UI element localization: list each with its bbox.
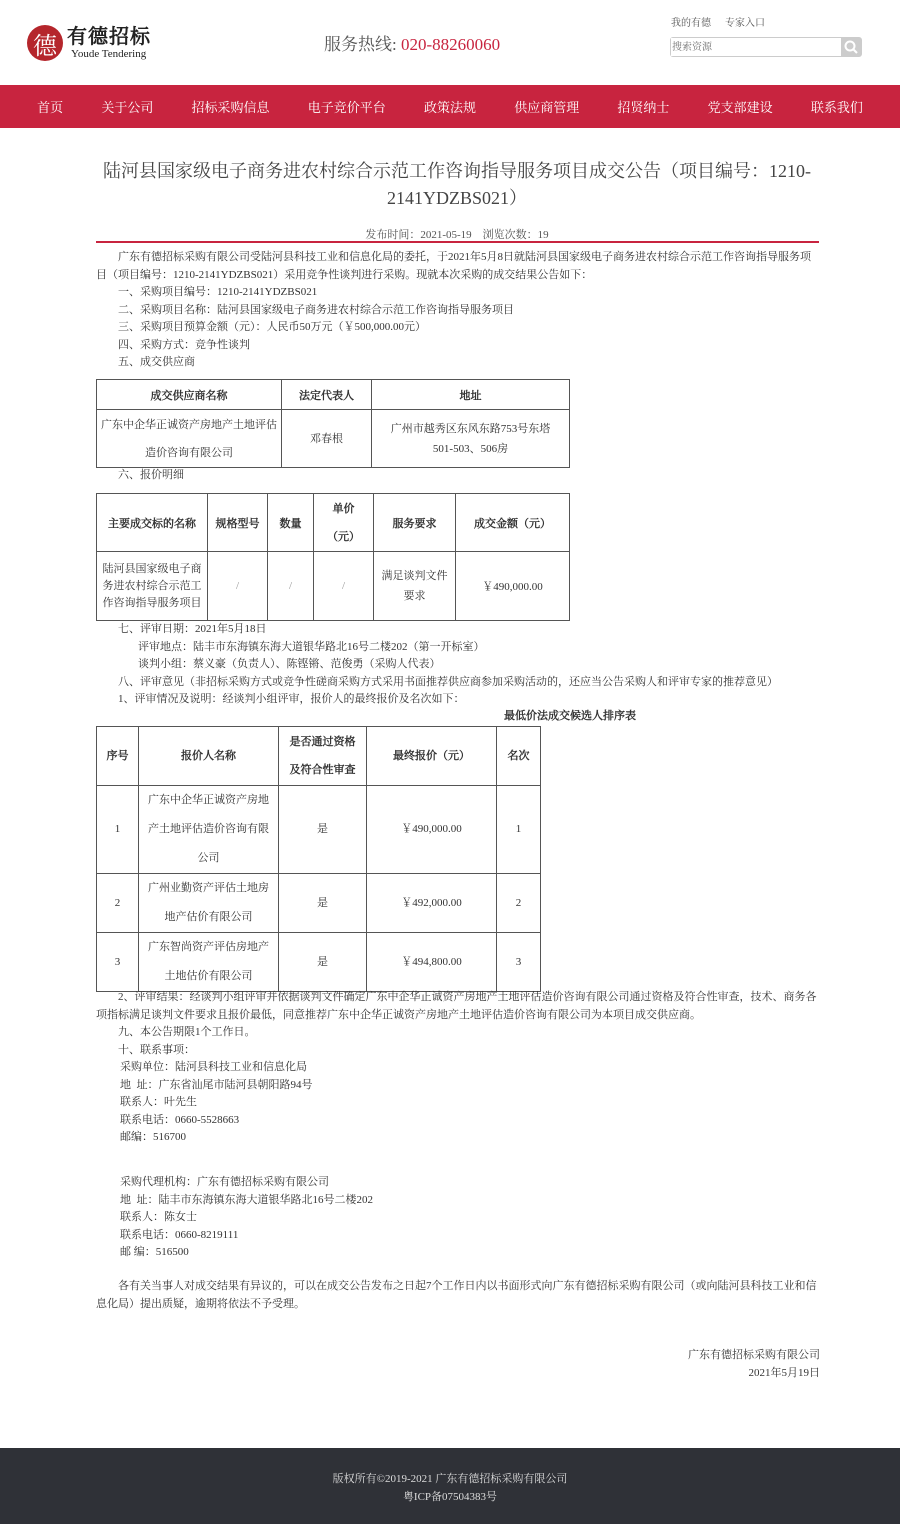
price-table — [96, 493, 570, 621]
intro-paragraph: 广东有德招标采购有限公司受陆河县科技工业和信息化局的委托，于2021年5月8日就陆河县国家级电子商务进农村综合示范工作咨询指导服务项目（项目编号：1210-2141YDZBS021）采用竞争性谈判进行采购。现就本次采购的成交结果公告如下： — [96, 251, 811, 281]
hotline-number: 020-88260060 — [400, 35, 501, 54]
icp-number[interactable]: 粤ICP备07504383号 — [402, 1491, 498, 1503]
table-cell: 1 — [97, 786, 139, 874]
table-cell: 3 — [497, 933, 541, 992]
item-list-2 — [96, 621, 820, 709]
table-cell: 广东中企华正诚资产房地产土地评估造价咨询有限公司 — [97, 410, 282, 468]
contact-line: 邮 编：516500 — [120, 1246, 189, 1258]
table-cell: 满足谈判文件要求 — [374, 552, 456, 621]
logo-seal: 德 — [27, 25, 63, 61]
table-cell: ￥490,000.00 — [367, 786, 497, 874]
table-cell: ￥494,800.00 — [367, 933, 497, 992]
table-header: 主要成交标的名称 — [97, 494, 208, 552]
table-header: 数量 — [268, 494, 314, 552]
table-cell: 广州市越秀区东风东路753号东塔501-503、506房 — [372, 410, 570, 468]
contact-line: 地 址：广东省汕尾市陆河县朝阳路94号 — [120, 1078, 313, 1091]
expert-entry-link[interactable]: 专家入口 — [725, 18, 765, 29]
objection-notice: 各有关当事人对成交结果有异议的，可以在成交公告发布之日起7个工作日内以书面形式向广东有德招标采购有限公司（或向陆河县科技工业和信息化局）提出质疑，逾期将依法不予受理。 — [96, 1280, 817, 1310]
contact-line: 联系人：陈女士 — [120, 1211, 197, 1223]
list-item: 四、采购方式：竞争性谈判 — [118, 338, 250, 351]
table-cell: 邓春根 — [282, 410, 372, 468]
table-row — [97, 933, 541, 992]
table-header: 成交金额（元） — [456, 494, 570, 552]
table-header: 序号 — [97, 727, 139, 786]
list-item: 三、采购项目预算金额（元）：人民币50万元（￥500,000.00元） — [118, 321, 426, 333]
nav-careers[interactable]: 招贤纳士 — [617, 100, 670, 115]
list-item: 九、本公告期限1个工作日。 — [118, 1026, 256, 1038]
table-header: 报价人名称 — [139, 727, 279, 786]
signature — [96, 1347, 820, 1382]
copyright: 版权所有©2019-2021 广东有德招标采购有限公司 — [332, 1473, 568, 1485]
hotline — [324, 30, 500, 55]
table-cell: 2 — [497, 874, 541, 933]
review-result: 2、评审结果：经谈判小组评审并依据谈判文件确定广东中企华正诚资产房地产土地评估造价咨询有限公司通过资格及符合性审查，技术、商务各项指标满足谈判文件要求且报价最低，同意推荐广东中企华正诚资产房地产土地评估造价咨询有限公司为本项目成交供应商。 — [96, 991, 817, 1021]
nav-home[interactable]: 首页 — [37, 100, 64, 115]
table-cell: 广州业勤资产评估土地房地产估价有限公司 — [139, 874, 279, 933]
nav-about[interactable]: 关于公司 — [101, 100, 154, 115]
table-header: 服务要求 — [374, 494, 456, 552]
table-row — [97, 874, 541, 933]
nav-policy[interactable]: 政策法规 — [423, 100, 476, 115]
table-cell: / — [208, 552, 268, 621]
table-header: 最终报价（元） — [367, 727, 497, 786]
page-title: 陆河县国家级电子商务进农村综合示范工作咨询指导服务项目成交公告（项目编号：1210-2141YDZBS021） — [103, 161, 811, 208]
search-input[interactable] — [671, 38, 841, 56]
contact-line: 采购单位：陆河县科技工业和信息化局 — [120, 1061, 307, 1073]
item-list-1 — [96, 284, 820, 372]
supplier-table — [96, 379, 570, 468]
nav-supplier[interactable]: 供应商管理 — [514, 100, 580, 115]
table-header: 地址 — [372, 380, 570, 410]
list-item: 谈判小组：蔡义豪（负责人）、陈铿锵、范俊勇（采购人代表） — [138, 658, 441, 670]
table-cell: 3 — [97, 933, 139, 992]
logo-text: 有德招标 — [67, 26, 151, 48]
table-row — [97, 786, 541, 874]
my-youde-link[interactable]: 我的有德 — [671, 18, 711, 29]
list-item: 二、采购项目名称：陆河县国家级电子商务进农村综合示范工作咨询指导服务项目 — [118, 303, 514, 316]
table-cell: / — [268, 552, 314, 621]
footer — [0, 1448, 900, 1524]
agency-contact — [96, 1174, 820, 1262]
list-item: 评审地点：陆丰市东海镇东海大道银华路北16号二楼202（第一开标室） — [138, 640, 485, 653]
table-cell: 2 — [97, 874, 139, 933]
contact-line: 采购代理机构：广东有德招标采购有限公司 — [120, 1176, 329, 1188]
table-cell: ￥492,000.00 — [367, 874, 497, 933]
table-cell: 广东智尚资产评估房地产土地估价有限公司 — [139, 933, 279, 992]
table-cell: 是 — [279, 874, 367, 933]
nav-tender-info[interactable]: 招标采购信息 — [191, 100, 270, 115]
list-item: 八、评审意见（非招标采购方式或竞争性磋商采购方式采用书面推荐供应商参加采购活动的，还应当公告采购人和评审专家的推荐意见） — [118, 675, 778, 688]
table-cell: / — [314, 552, 374, 621]
sign-date: 2021年5月19日 — [748, 1366, 820, 1379]
list-item: 一、采购项目编号：1210-2141YDZBS021 — [118, 286, 318, 298]
logo[interactable] — [27, 25, 151, 61]
nav-bidding-platform[interactable]: 电子竞价平台 — [307, 100, 386, 115]
search-box — [670, 37, 862, 57]
list-item: 1、评审情况及说明：经谈判小组评审，报价人的最终报价及名次如下： — [118, 693, 465, 705]
divider — [96, 241, 819, 243]
rank-caption: 最低价法成交候选人排序表 — [504, 710, 636, 722]
logo-english: Youde Tendering — [71, 48, 147, 60]
rank-table — [96, 726, 541, 992]
table-header: 是否通过资格及符合性审查 — [279, 727, 367, 786]
list-item: 七、评审日期：2021年5月18日 — [118, 623, 267, 635]
search-button[interactable] — [841, 38, 861, 56]
nav-party[interactable]: 党支部建设 — [707, 100, 773, 115]
table-cell: 陆河县国家级电子商务进农村综合示范工作咨询指导服务项目 — [97, 552, 208, 621]
contact-line: 邮编：516700 — [120, 1131, 186, 1143]
purchaser-contact — [96, 1059, 820, 1147]
list-item: 十、联系事项： — [118, 1043, 195, 1056]
sign-company: 广东有德招标采购有限公司 — [688, 1349, 820, 1361]
item-list-3 — [96, 1024, 820, 1059]
contact-line: 联系人：叶先生 — [120, 1096, 197, 1108]
search-icon — [844, 40, 858, 54]
section-6: 六、报价明细 — [118, 469, 184, 481]
table-header: 名次 — [497, 727, 541, 786]
list-item: 五、成交供应商 — [118, 356, 195, 368]
table-cell: ￥490,000.00 — [456, 552, 570, 621]
table-cell: 广东中企华正诚资产房地产土地评估造价咨询有限公司 — [139, 786, 279, 874]
nav-contact[interactable]: 联系我们 — [810, 100, 863, 115]
top-links — [671, 14, 779, 29]
table-cell: 1 — [497, 786, 541, 874]
table-cell: 是 — [279, 933, 367, 992]
contact-line: 联系电话：0660-5528663 — [120, 1113, 240, 1126]
contact-line: 联系电话：0660-8219111 — [120, 1228, 239, 1241]
main-nav — [0, 85, 900, 128]
table-header: 单价（元） — [314, 494, 374, 552]
hotline-label: 服务热线: — [324, 35, 401, 54]
publish-meta: 发布时间：2021-05-19 浏览次数：19 — [365, 229, 549, 241]
table-header: 法定代表人 — [282, 380, 372, 410]
table-header: 成交供应商名称 — [97, 380, 282, 410]
table-header: 规格型号 — [208, 494, 268, 552]
contact-line: 地 址：陆丰市东海镇东海大道银华路北16号二楼202 — [120, 1193, 373, 1206]
table-cell: 是 — [279, 786, 367, 874]
